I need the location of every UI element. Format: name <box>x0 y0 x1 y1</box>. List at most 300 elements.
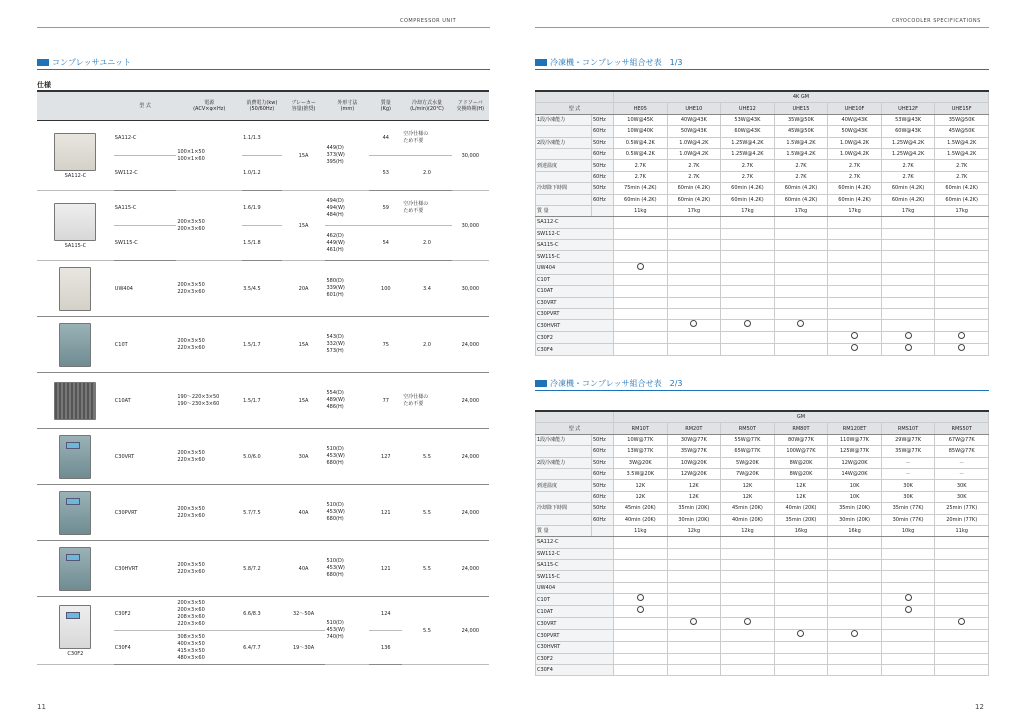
compat-cell <box>721 332 775 344</box>
compat-cell <box>935 228 989 239</box>
cell-adsorber: 30,000 <box>452 191 489 261</box>
spec-value: 2.7K <box>774 160 828 171</box>
compressor-photo-icon <box>54 203 96 241</box>
spec-value: 0.5W@4.2K <box>614 137 668 148</box>
spec-value: 25min (77K) <box>935 503 989 514</box>
cell-mass: 54 <box>369 226 402 261</box>
spec-label: 冷却降下時間 <box>536 503 592 514</box>
spec-value: 40W@43K <box>667 114 721 125</box>
spec-value: 85W@77K <box>935 446 989 457</box>
cell-breaker: 32～50A <box>282 597 326 631</box>
title-bar-icon <box>535 380 547 387</box>
spec-label: 2段冷凍能力 <box>536 137 592 148</box>
compat-cell <box>667 618 721 630</box>
compressor-photo-icon <box>59 547 91 591</box>
compat-row <box>536 240 989 251</box>
table-row <box>37 191 489 226</box>
compat-row <box>536 320 989 332</box>
compat-cell <box>828 309 882 320</box>
compat-cell <box>881 560 935 571</box>
cell-mass: 77 <box>369 373 402 429</box>
spec-value: 7W@20K <box>721 468 775 479</box>
cell-mass: 75 <box>369 317 402 373</box>
spec-row <box>536 194 989 205</box>
circle-mark-icon <box>958 332 965 339</box>
spec-value: 17kg <box>774 205 828 216</box>
cell-consumption: 1.5/1.7 <box>242 373 281 429</box>
header-power: 電源 (ACV×φ×Hz) <box>176 91 242 121</box>
model-header: RM10T <box>614 423 668 434</box>
cell-power: 308×3×50 400×3×50 415×3×50 480×3×60 <box>176 631 242 665</box>
spec-value: 35min (20K) <box>667 503 721 514</box>
spec-value: 40W@43K <box>828 114 882 125</box>
combo-table-2-title <box>535 378 682 389</box>
compressor-photo-icon <box>59 605 91 649</box>
model-header-row <box>536 423 989 434</box>
cell-breaker: 20A <box>282 261 326 317</box>
spec-row <box>536 160 989 171</box>
compat-cell <box>721 630 775 642</box>
compat-cell <box>828 274 882 285</box>
compat-row <box>536 653 989 664</box>
spec-value: － <box>935 468 989 479</box>
compat-cell <box>667 571 721 582</box>
cell-mass: 121 <box>369 485 402 541</box>
cell-adsorber: 24,000 <box>452 597 489 665</box>
spec-hz: 50Hz <box>592 503 614 514</box>
spec-hz: 60Hz <box>592 491 614 502</box>
compat-cell <box>614 571 668 582</box>
spec-value: 45min (20K) <box>721 503 775 514</box>
compat-cell <box>935 665 989 676</box>
table-row <box>37 373 489 429</box>
cell-adsorber: 30,000 <box>452 121 489 191</box>
cell-cooling: 空冷仕様の ため不要 <box>402 121 451 156</box>
compat-cell <box>881 344 935 356</box>
spec-value: － <box>881 468 935 479</box>
header-rule <box>37 27 490 28</box>
compat-row <box>536 665 989 676</box>
spec-value: 12kg <box>721 525 775 536</box>
compat-cell <box>721 344 775 356</box>
page-number: 11 <box>37 703 46 711</box>
spec-label <box>536 194 592 205</box>
compat-cell <box>774 274 828 285</box>
compat-cell <box>614 332 668 344</box>
table-row <box>37 317 489 373</box>
spec-value: 60min (4.2K) <box>667 183 721 194</box>
cell-mass: 121 <box>369 541 402 597</box>
combo-table-2-title-text: 冷凍機・コンプレッサ組合せ表 2/3 <box>550 379 683 388</box>
photo-cell <box>37 485 114 541</box>
compressor-photo-icon <box>54 382 96 420</box>
compat-cell <box>667 653 721 664</box>
spec-value: 2.7K <box>881 160 935 171</box>
spec-value: 10W@45K <box>614 114 668 125</box>
cell-power: 200×3×50 220×3×60 <box>176 261 242 317</box>
spec-value: 12W@20K <box>667 468 721 479</box>
cell-adsorber: 24,000 <box>452 541 489 597</box>
circle-mark-icon <box>958 618 965 625</box>
compat-cell <box>774 630 828 642</box>
cell-consumption: 6.4/7.7 <box>242 631 281 665</box>
spec-hz: 50Hz <box>592 457 614 468</box>
compressor-label: SW112-C <box>536 548 614 559</box>
compressor-label: SA115-C <box>536 560 614 571</box>
compat-cell <box>828 286 882 297</box>
spec-hz: 50Hz <box>592 160 614 171</box>
combo-table-1 <box>535 90 989 356</box>
spec-value: 12K <box>721 491 775 502</box>
compressor-photo-icon <box>59 491 91 535</box>
photo-caption: SA115-C <box>64 242 87 249</box>
header-adsorber: アドソーバ 交換時期(H) <box>452 91 489 121</box>
spec-value: 80W@77K <box>774 434 828 445</box>
cell-cooling: 2.0 <box>402 317 451 373</box>
compat-cell <box>774 548 828 559</box>
compat-cell <box>774 251 828 262</box>
cell-dimensions: 449(D) 373(W) 395(H) <box>325 121 369 191</box>
spec-value: 35min (20K) <box>774 514 828 525</box>
spec-value: 2.7K <box>828 160 882 171</box>
cell-power: 200×3×50 220×3×60 <box>176 541 242 597</box>
cell-dimensions: 510(D) 453(W) 740(H) <box>325 597 369 665</box>
compat-cell <box>667 344 721 356</box>
cell-consumption: 1.5/1.8 <box>242 226 281 261</box>
spec-value: 30W@77K <box>667 434 721 445</box>
compat-cell <box>935 548 989 559</box>
header-photo <box>37 91 114 121</box>
compressor-label: SA112-C <box>536 537 614 548</box>
spec-row <box>536 446 989 457</box>
spec-value: 12K <box>614 480 668 491</box>
spec-value: 65W@77K <box>721 446 775 457</box>
section-title <box>37 57 131 68</box>
cell-mass: 100 <box>369 261 402 317</box>
compat-row <box>536 309 989 320</box>
compressor-label: SA115-C <box>536 240 614 251</box>
circle-mark-icon <box>851 332 858 339</box>
spec-label <box>536 491 592 502</box>
spec-value: 60min (4.2K) <box>614 194 668 205</box>
compat-cell <box>614 262 668 274</box>
spec-value: 1.5W@4.2K <box>774 137 828 148</box>
compat-cell <box>614 642 668 653</box>
compat-row <box>536 217 989 228</box>
spec-label <box>536 148 592 159</box>
spec-value: 12K <box>774 491 828 502</box>
model-header: UHE15F <box>935 103 989 114</box>
compat-cell <box>721 618 775 630</box>
compat-cell <box>881 251 935 262</box>
compat-cell <box>721 274 775 285</box>
compressor-label: C10T <box>536 274 614 285</box>
spec-value: 16kg <box>828 525 882 536</box>
cell-model: C10T <box>114 317 177 373</box>
table-row <box>37 261 489 317</box>
compat-cell <box>828 582 882 593</box>
spec-value: 60min (4.2K) <box>721 194 775 205</box>
compat-cell <box>667 274 721 285</box>
compat-cell <box>614 582 668 593</box>
cell-power: 200×3×50 200×3×60 208×3×60 220×3×60 <box>176 597 242 631</box>
cell-power: 100×1×50 100×1×60 <box>176 121 242 191</box>
compat-cell <box>721 228 775 239</box>
compat-cell <box>667 228 721 239</box>
spec-value: 125W@77K <box>828 446 882 457</box>
compat-cell <box>828 297 882 308</box>
cell-consumption: 5.8/7.2 <box>242 541 281 597</box>
compat-cell <box>828 217 882 228</box>
cell-adsorber: 24,000 <box>452 317 489 373</box>
left-page-header: COMPRESSOR UNIT <box>400 18 457 24</box>
spec-value: 53W@43K <box>721 114 775 125</box>
spec-hz: 60Hz <box>592 171 614 182</box>
compat-cell <box>667 630 721 642</box>
group-header-blank <box>536 91 614 103</box>
model-header: HE05 <box>614 103 668 114</box>
compat-cell <box>774 606 828 618</box>
spec-value: 2.7K <box>614 171 668 182</box>
spec-row <box>536 205 989 216</box>
compat-cell <box>614 228 668 239</box>
compat-cell <box>935 606 989 618</box>
compat-cell <box>774 240 828 251</box>
circle-mark-icon <box>690 320 697 327</box>
compressor-photo-icon <box>54 133 96 171</box>
compat-cell <box>935 642 989 653</box>
compat-cell <box>721 297 775 308</box>
spec-value: 8W@20K <box>774 457 828 468</box>
spec-value: 12K <box>614 491 668 502</box>
spec-value: 35W@77K <box>881 446 935 457</box>
circle-mark-icon <box>690 618 697 625</box>
compressor-label: SW115-C <box>536 571 614 582</box>
combo-table-2 <box>535 410 989 676</box>
spec-value: 60min (4.2K) <box>774 194 828 205</box>
compat-cell <box>667 642 721 653</box>
spec-hz <box>592 525 614 536</box>
spec-value: 12K <box>721 480 775 491</box>
spec-value: 30min (77K) <box>881 514 935 525</box>
compat-cell <box>935 240 989 251</box>
spec-label: 1段冷凍能力 <box>536 114 592 125</box>
compressor-spec-table <box>37 90 489 665</box>
cell-cooling: 5.5 <box>402 485 451 541</box>
cell-breaker: 15A <box>282 373 326 429</box>
right-page-header: CRYOCOOLER SPECIFICATIONS <box>892 18 981 24</box>
compat-cell <box>881 262 935 274</box>
cell-consumption: 1.5/1.7 <box>242 317 281 373</box>
photo-cell <box>37 261 114 317</box>
header-breaker: ブレーカー 容量(推奨) <box>282 91 326 121</box>
table-row <box>37 541 489 597</box>
cell-mass: 127 <box>369 429 402 485</box>
spec-row <box>536 137 989 148</box>
compat-cell <box>614 653 668 664</box>
spec-label: 冷却降下時間 <box>536 183 592 194</box>
cell-mass: 44 <box>369 121 402 156</box>
compat-cell <box>614 309 668 320</box>
compat-cell <box>935 309 989 320</box>
cell-breaker: 19～30A <box>282 631 326 665</box>
compat-cell <box>721 653 775 664</box>
spec-value: 1.5W@4.2K <box>935 137 989 148</box>
circle-mark-icon <box>797 320 804 327</box>
spec-value: 67W@77K <box>935 434 989 445</box>
compat-cell <box>935 582 989 593</box>
cell-adsorber: 30,000 <box>452 261 489 317</box>
compat-cell <box>935 344 989 356</box>
spec-value: 60W@43K <box>721 126 775 137</box>
compat-cell <box>721 217 775 228</box>
header-dimensions: 外形寸法 (mm) <box>325 91 369 121</box>
compat-cell <box>881 606 935 618</box>
spec-label <box>536 171 592 182</box>
group-header: GM <box>614 411 989 423</box>
circle-mark-icon <box>637 263 644 270</box>
circle-mark-icon <box>851 344 858 351</box>
combo-table-1-title <box>535 57 682 68</box>
spec-hz: 60Hz <box>592 514 614 525</box>
compat-cell <box>881 653 935 664</box>
spec-value: 2.7K <box>935 160 989 171</box>
compat-cell <box>774 332 828 344</box>
cell-model: SW115-C <box>114 226 177 261</box>
compat-cell <box>881 630 935 642</box>
header-consumption: 消費電力(kw) (50/60Hz) <box>242 91 281 121</box>
spec-value: 50W@43K <box>828 126 882 137</box>
spec-value: 2.7K <box>667 160 721 171</box>
photo-caption: SA112-C <box>64 172 87 179</box>
circle-mark-icon <box>637 606 644 613</box>
compat-cell <box>667 309 721 320</box>
cell-breaker: 30A <box>282 429 326 485</box>
model-header-row <box>536 103 989 114</box>
compat-row <box>536 262 989 274</box>
spec-value: 60min (4.2K) <box>935 183 989 194</box>
spec-hz <box>592 205 614 216</box>
compat-cell <box>614 537 668 548</box>
spec-row <box>536 434 989 445</box>
section-title-text: コンプレッサユニット <box>52 58 131 67</box>
compat-cell <box>667 606 721 618</box>
cell-dimensions: 543(D) 332(W) 573(H) <box>325 317 369 373</box>
spec-hz: 60Hz <box>592 446 614 457</box>
spec-value: 10K <box>828 480 882 491</box>
spec-hz: 60Hz <box>592 468 614 479</box>
spec-hz: 50Hz <box>592 480 614 491</box>
compressor-label: C10AT <box>536 606 614 618</box>
compat-cell <box>828 642 882 653</box>
cell-adsorber: 24,000 <box>452 429 489 485</box>
compressor-label: C30F2 <box>536 332 614 344</box>
compat-cell <box>667 251 721 262</box>
compat-cell <box>721 286 775 297</box>
cell-power: 200×3×50 220×3×60 <box>176 317 242 373</box>
spec-value: 35W@50K <box>935 114 989 125</box>
spec-row <box>536 480 989 491</box>
compressor-label: SW112-C <box>536 228 614 239</box>
compat-cell <box>667 286 721 297</box>
title-bar-icon <box>37 59 49 66</box>
compat-cell <box>774 228 828 239</box>
compat-row <box>536 228 989 239</box>
compat-cell <box>721 240 775 251</box>
compat-cell <box>881 228 935 239</box>
cell-power: 200×3×50 200×3×60 <box>176 191 242 261</box>
compat-row <box>536 286 989 297</box>
compat-cell <box>614 630 668 642</box>
spec-value: 20min (77K) <box>935 514 989 525</box>
compat-cell <box>667 537 721 548</box>
spec-hz: 60Hz <box>592 148 614 159</box>
spec-value: 1.0W@4.2K <box>667 148 721 159</box>
compat-cell <box>828 594 882 606</box>
compat-cell <box>614 560 668 571</box>
compat-cell <box>935 274 989 285</box>
photo-cell <box>37 541 114 597</box>
spec-value: 17kg <box>935 205 989 216</box>
spec-label: 到達温度 <box>536 160 592 171</box>
spec-value: 50W@43K <box>667 126 721 137</box>
compat-cell <box>614 251 668 262</box>
spec-row <box>536 503 989 514</box>
spec-row <box>536 468 989 479</box>
table-row <box>37 121 489 156</box>
spec-value: 40min (20K) <box>614 514 668 525</box>
compat-cell <box>774 309 828 320</box>
cell-consumption: 1.0/1.2 <box>242 156 281 191</box>
compat-cell <box>881 332 935 344</box>
circle-mark-icon <box>905 594 912 601</box>
cell-consumption: 5.7/7.5 <box>242 485 281 541</box>
compat-cell <box>721 606 775 618</box>
spec-value: 1.25W@4.2K <box>881 148 935 159</box>
photo-cell <box>37 373 114 429</box>
compat-cell <box>935 320 989 332</box>
compat-cell <box>828 344 882 356</box>
table-header-row <box>37 91 489 121</box>
compat-row <box>536 297 989 308</box>
spec-value: 1.0W@4.2K <box>828 148 882 159</box>
cell-dimensions: 462(D) 449(W) 461(H) <box>325 226 369 261</box>
compressor-label: C30F4 <box>536 665 614 676</box>
compat-cell <box>881 548 935 559</box>
compat-row <box>536 606 989 618</box>
spec-row <box>536 148 989 159</box>
compat-cell <box>881 309 935 320</box>
spec-value: 10kg <box>881 525 935 536</box>
compat-cell <box>935 630 989 642</box>
spec-row <box>536 514 989 525</box>
spec-value: 60min (4.2K) <box>828 183 882 194</box>
spec-value: 60min (4.2K) <box>721 183 775 194</box>
table-row <box>37 597 489 631</box>
spec-row <box>536 525 989 536</box>
spec-row <box>536 457 989 468</box>
compat-cell <box>828 228 882 239</box>
compat-cell <box>667 560 721 571</box>
spec-value: 30K <box>935 491 989 502</box>
spec-value: 1.25W@4.2K <box>721 148 775 159</box>
compat-cell <box>935 618 989 630</box>
section-rule <box>535 69 989 70</box>
spec-value: 10W@40K <box>614 126 668 137</box>
compat-cell <box>721 309 775 320</box>
spec-value: 29W@77K <box>881 434 935 445</box>
compat-cell <box>935 217 989 228</box>
